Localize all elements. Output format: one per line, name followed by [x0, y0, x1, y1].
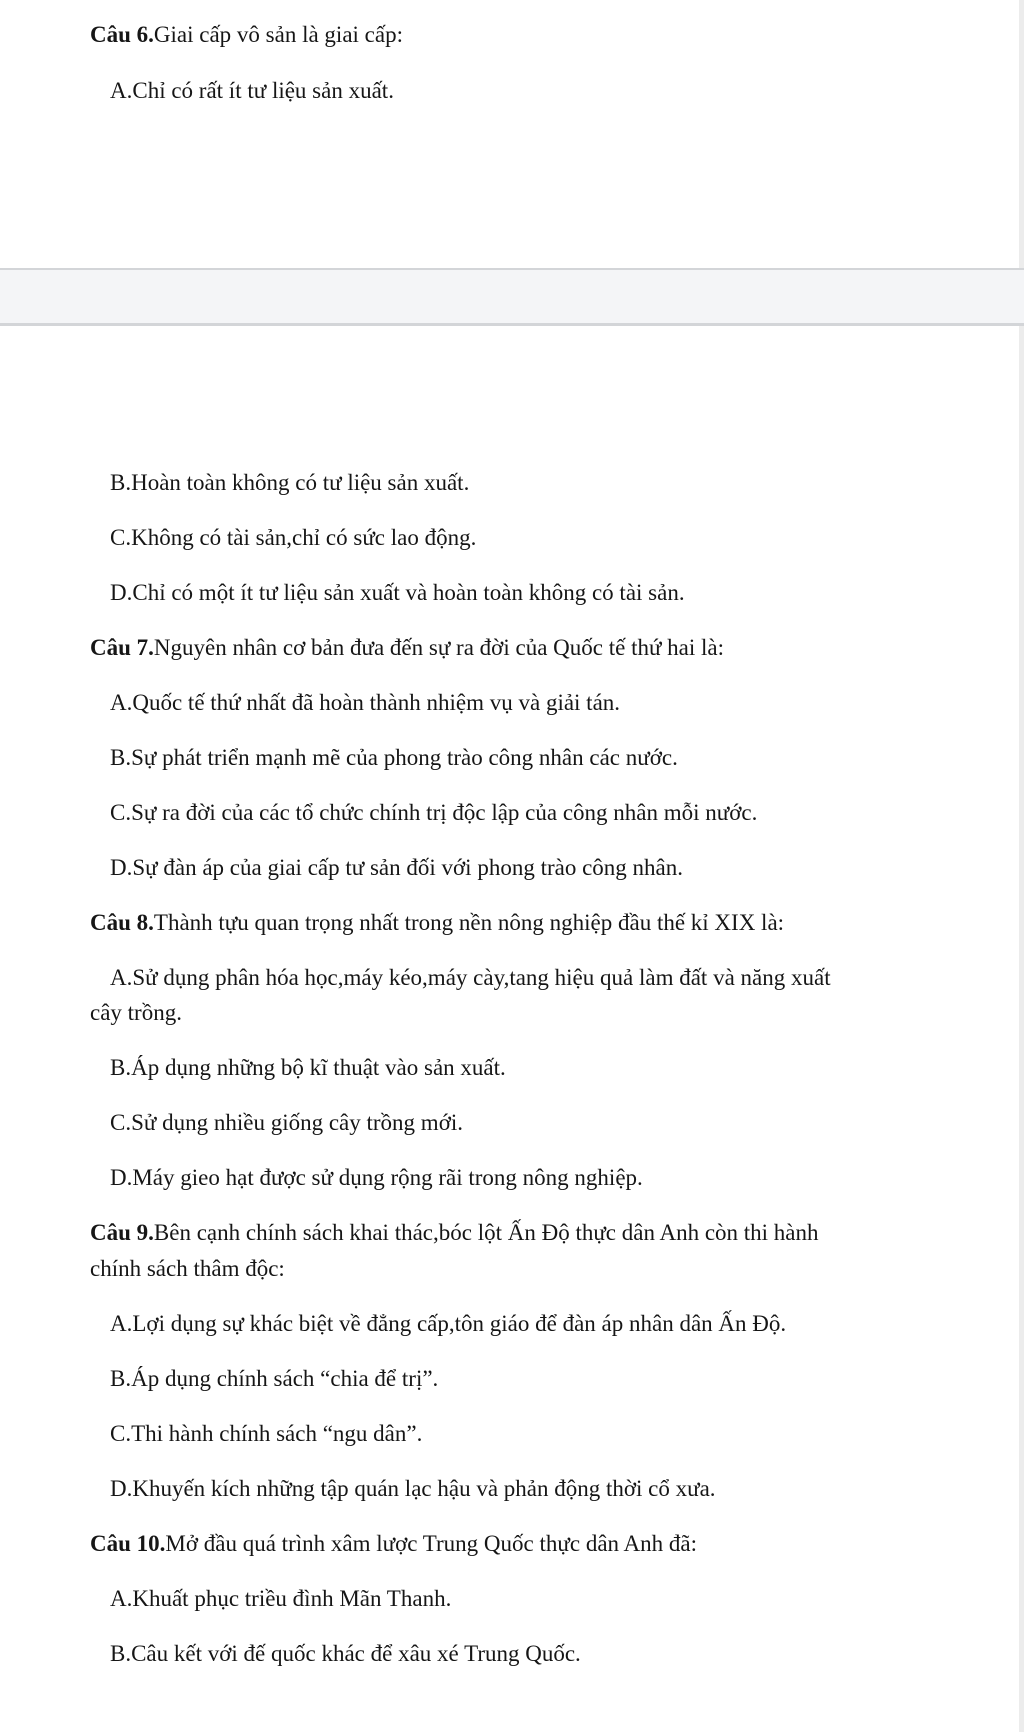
question-9	[90, 1219, 819, 1247]
question-6-text: Giai cấp vô sản là giai cấp:	[153, 22, 403, 47]
question-6-number: Câu 6.	[90, 22, 154, 47]
question-6-option-d: D.Chỉ có một ít tư liệu sản xuất và hoàn toàn không có tài sản.	[110, 580, 685, 605]
question-8	[90, 909, 784, 937]
question-10	[90, 1530, 697, 1558]
question-8-option-a-line-1: A.Sử dụng phân hóa học,máy kéo,máy cày,tang hiệu quả làm đất và năng xuất	[110, 965, 831, 990]
question-7-number: Câu 7.	[90, 635, 154, 660]
question-6	[90, 21, 403, 49]
question-9-text-line-2: chính sách thâm độc:	[90, 1256, 285, 1281]
question-7-option-c: C.Sự ra đời của các tổ chức chính trị độc lập của công nhân mỗi nước.	[110, 800, 758, 825]
question-10-text: Mở đầu quá trình xâm lược Trung Quốc thực dân Anh đã:	[165, 1531, 697, 1556]
question-10-number: Câu 10.	[90, 1531, 166, 1556]
question-7-option-d: D.Sự đàn áp của giai cấp tư sản đối với phong trào công nhân.	[110, 855, 683, 880]
question-8-option-c: C.Sử dụng nhiều giống cây trồng mới.	[110, 1110, 463, 1135]
question-9-option-a: A.Lợi dụng sự khác biệt về đẳng cấp,tôn giáo để đàn áp nhân dân Ấn Độ.	[110, 1311, 787, 1336]
question-6-option-b: B.Hoàn toàn không có tư liệu sản xuất.	[110, 470, 470, 495]
page-break-bottom-line	[0, 323, 1024, 326]
question-9-option-d: D.Khuyến kích những tập quán lạc hậu và phản động thời cổ xưa.	[110, 1476, 716, 1501]
page-edge	[1019, 0, 1024, 1732]
question-7-text: Nguyên nhân cơ bản đưa đến sự ra đời của Quốc tế thứ hai là:	[153, 635, 725, 660]
question-7	[90, 634, 724, 662]
question-8-number: Câu 8.	[90, 910, 154, 935]
question-9-number: Câu 9.	[90, 1220, 154, 1245]
question-8-text: Thành tựu quan trọng nhất trong nền nông nghiệp đầu thế kỉ XIX là:	[153, 910, 785, 935]
question-8-option-b: B.Áp dụng những bộ kĩ thuật vào sản xuất.	[110, 1055, 506, 1080]
question-6-option-a: A.Chỉ có rất ít tư liệu sản xuất.	[110, 78, 394, 103]
question-9-option-b: B.Áp dụng chính sách “chia để trị”.	[110, 1366, 439, 1391]
question-10-option-b: B.Câu kết với đế quốc khác để xâu xé Trung Quốc.	[110, 1641, 581, 1666]
question-9-text-line-1: Bên cạnh chính sách khai thác,bóc lột Ấn Độ thực dân Anh còn thi hành	[153, 1220, 819, 1245]
question-6-option-c: C.Không có tài sản,chỉ có sức lao động.	[110, 525, 477, 550]
page-break-gap	[0, 270, 1024, 325]
question-7-option-b: B.Sự phát triển mạnh mẽ của phong trào công nhân các nước.	[110, 745, 678, 770]
question-9-option-c: C.Thi hành chính sách “ngu dân”.	[110, 1421, 423, 1446]
question-7-option-a: A.Quốc tế thứ nhất đã hoàn thành nhiệm vụ và giải tán.	[110, 690, 621, 715]
question-10-option-a: A.Khuất phục triều đình Mãn Thanh.	[110, 1586, 452, 1611]
question-8-option-a-line-2: cây trồng.	[90, 1000, 182, 1025]
question-8-option-d: D.Máy gieo hạt được sử dụng rộng rãi trong nông nghiệp.	[110, 1165, 643, 1190]
